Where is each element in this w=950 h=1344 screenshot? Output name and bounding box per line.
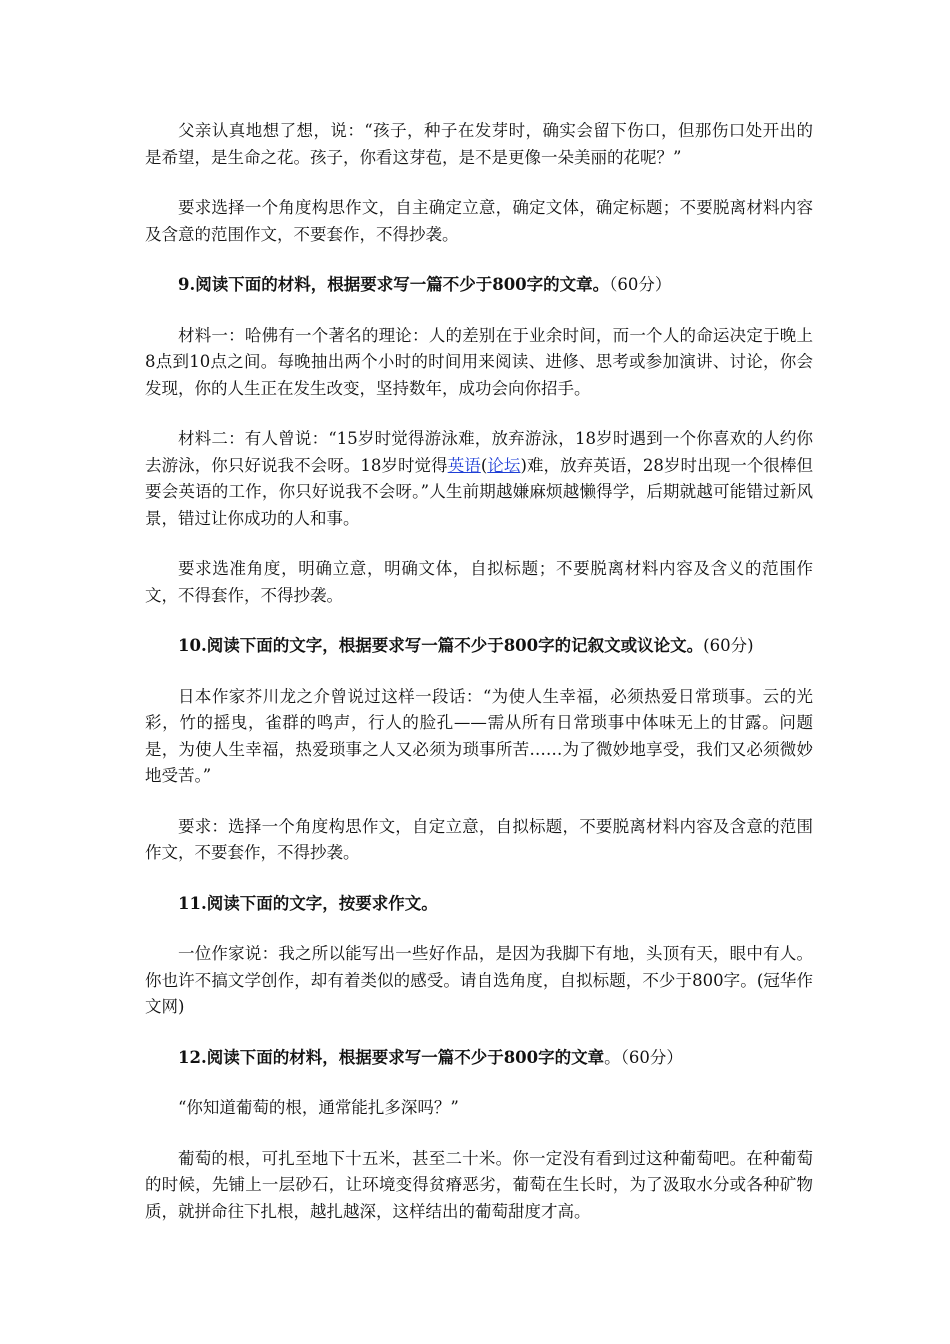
question-12-heading xyxy=(145,1045,813,1072)
requirement-paragraph: 要求选择一个角度构思作文，自主确定立意，确定文体，确定标题；不要脱离材料内容及含意的范围作文，不要套作，不得抄袭。 xyxy=(145,198,813,244)
material-two-paren-open: ( xyxy=(480,455,488,475)
material-two-text-a: 材料二：有人曾说：“15岁时觉得游泳难，放弃游泳，18岁时遇到一个你喜欢的人约你去游泳，你只好说我不会呀。18岁时觉得 xyxy=(145,429,813,475)
writer-paragraph: 一位作家说：我之所以能写出一些好作品，是因为我脚下有地，头顶有天，眼中有人。你也许不搞文学创作，却有着类似的感受。请自选角度，自拟标题，不少于800字。(冠华作文网) xyxy=(145,944,813,1016)
material-two-paragraph xyxy=(145,426,813,532)
material-one-paragraph: 材料一：哈佛有一个著名的理论：人的差别在于业余时间，而一个人的命运决定于晚上8点到10点之间。每晚抽出两个小时的时间用来阅读、进修、思考或参加演讲、讨论，你会发现，你的人生正在发生改变，坚持数年，成功会向你招手。 xyxy=(145,325,813,398)
requirement-paragraph: 要求选准角度，明确立意，明确文体，自拟标题；不要脱离材料内容及含义的范围作文，不得套作，不得抄袭。 xyxy=(145,559,813,605)
question-line-paragraph: “你知道葡萄的根，通常能扎多深吗？” xyxy=(178,1098,459,1117)
question-9-heading xyxy=(145,272,813,299)
question-10-heading xyxy=(145,633,813,660)
english-link[interactable]: 英语 xyxy=(447,455,481,475)
question-10-title: 10.阅读下面的文字，根据要求写一篇不少于800字的记叙文或议论文。 xyxy=(178,636,704,655)
question-12-title: 12.阅读下面的材料，根据要求写一篇不少于800字的文章 xyxy=(178,1047,605,1067)
grape-paragraph: 葡萄的根，可扎至地下十五米，甚至二十米。你一定没有看到过这种葡萄吧。在种葡萄的时候，先铺上一层砂石，让环境变得贫瘠恶劣，葡萄在生长时，为了汲取水分或各种矿物质，就拼命往下扎根，越扎越深，这样结出的葡萄甜度才高。 xyxy=(145,1148,813,1221)
requirement-paragraph: 要求：选择一个角度构思作文，自定立意，自拟标题，不要脱离材料内容及含意的范围作文，不要套作，不得抄袭。 xyxy=(145,816,813,862)
question-9-title: 9.阅读下面的材料，根据要求写一篇不少于800字的文章。 xyxy=(178,275,610,294)
question-11-heading: 11.阅读下面的文字，按要求作文。 xyxy=(178,893,438,913)
material-two-text-c: )难，放弃英语，28岁时出现一个很棒但要会英语的工作，你只好说我不会呀。”人生前期越嫌麻烦越懒得学，后期就越可能错过新风景，错过让你成功的人和事。 xyxy=(145,455,814,528)
story-paragraph: 父亲认真地想了想，说：“孩子，种子在发芽时，确实会留下伤口，但那伤口处开出的是希望，是生命之花。孩子，你看这芽苞，是不是更像一朵美丽的花呢？” xyxy=(145,121,813,167)
question-10-score: (60分) xyxy=(703,636,754,655)
quote-paragraph: 日本作家芥川龙之介曾说过这样一段话：“为使人生幸福，必须热爱日常琐事。云的光彩，竹的摇曳，雀群的鸣声，行人的脸孔——需从所有日常琐事中体味无上的甘露。问题是，为使人生幸福，热爱琐事之人又必须为琐事所苦……为了微妙地享受，我们又必须微妙地受苦。” xyxy=(145,686,813,785)
question-9-score: （60分） xyxy=(609,275,672,294)
forum-link[interactable]: 论坛 xyxy=(487,455,521,475)
question-12-score: 。（60分） xyxy=(604,1047,683,1067)
